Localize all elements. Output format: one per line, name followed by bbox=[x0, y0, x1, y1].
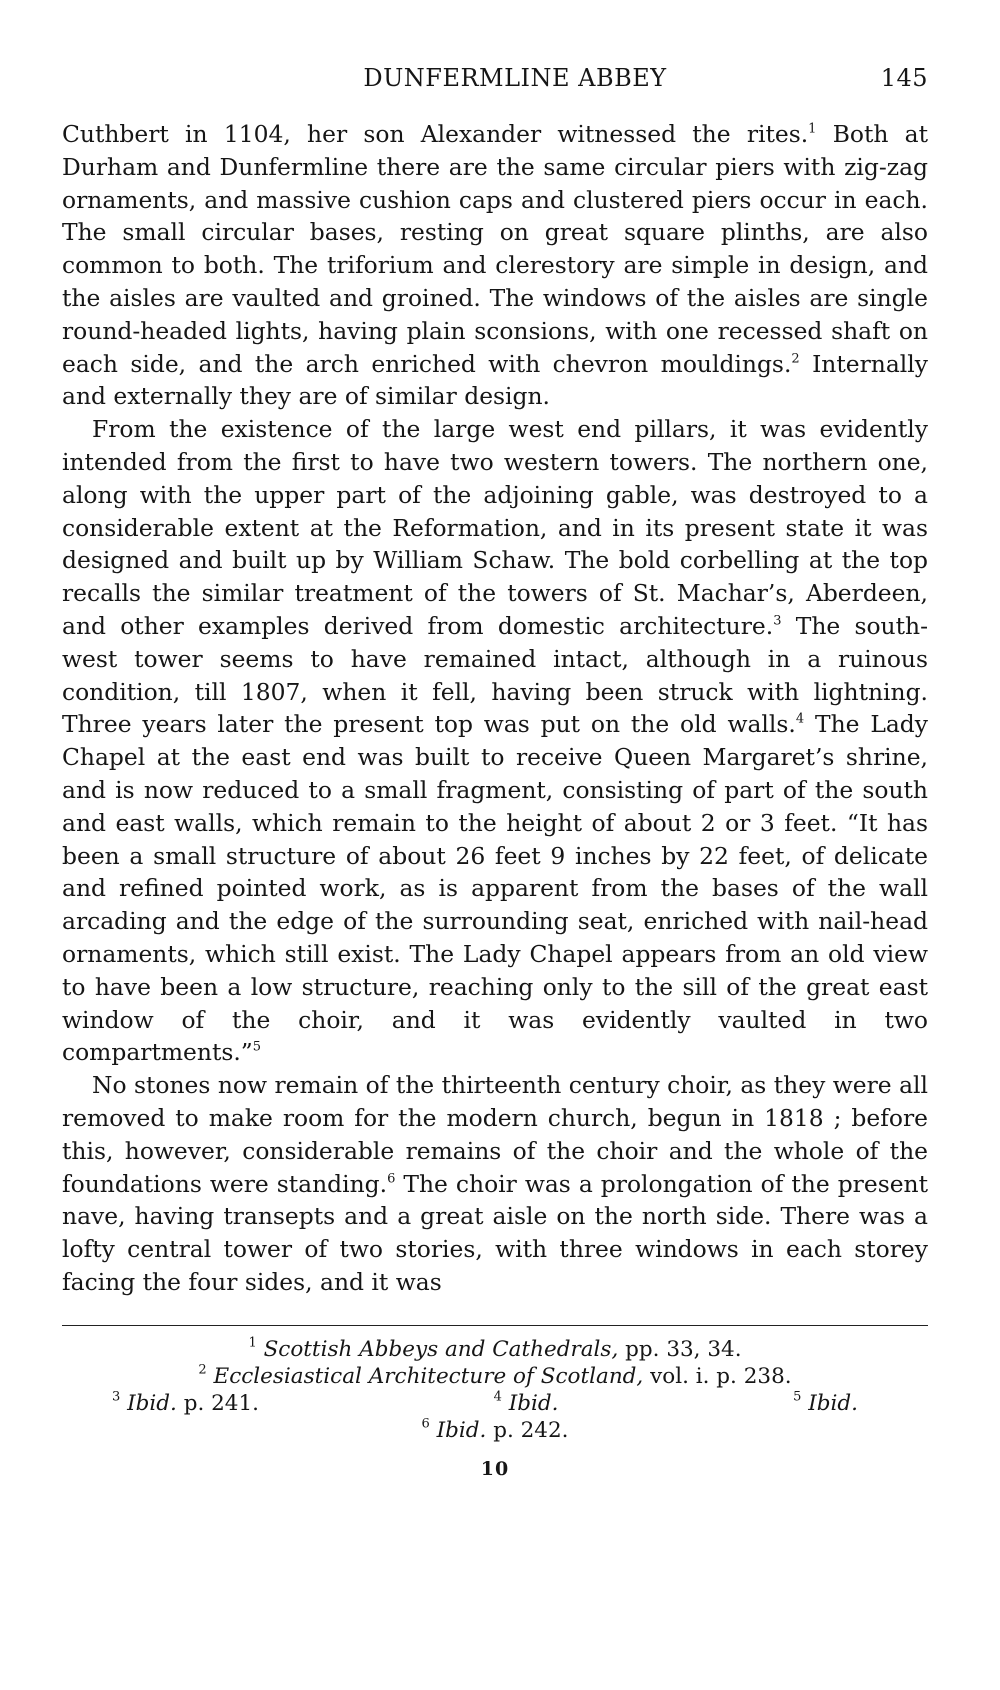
paragraph-text: The choir was a prolongation of the present nave, having transepts and a great aisle on the north side. There was a lofty central tower of two stories, with three windows in each storey facing the four sides, and it was bbox=[62, 1169, 929, 1296]
footnote-5 bbox=[793, 1390, 858, 1417]
footnote-ref: 1 bbox=[808, 121, 817, 137]
footnote-ref: 3 bbox=[773, 613, 782, 629]
paragraph bbox=[62, 118, 928, 413]
paragraph-text: No stones now remain of the thirteenth century choir, as they were all removed to make room for the modern church, begun in 1818 ; before this, however, considerable remains of the choir and the whole of the foundations were standing. bbox=[62, 1071, 928, 1198]
paragraph-text: Cuthbert in 1104, her son Alexander witnessed the rites. bbox=[62, 120, 809, 148]
footnote-title: Ecclesiastical Architecture of Scotland, bbox=[213, 1363, 644, 1389]
paragraph-text: The south-west tower seems to have remained intact, although in a ruinous condition, till 1807, when it fell, having been struck with lightning. Three years later the present top was put on the old walls. bbox=[62, 611, 928, 739]
paragraph-text: Both at Durham and Dunfermline there are the same circular piers with zig-zag ornaments, and massive cushion caps and clustered piers occur in each. The small circular bases, resting on great square plinths, are also common to both. The triforium and clerestory are simple in design, and the aisles are vaulted and groined. The windows of the aisles are single round-headed lights, having plain sconsions, with one recessed shaft on each side, and the arch enriched with chevron mouldings. bbox=[62, 120, 929, 378]
footnote-title: Ibid. bbox=[508, 1390, 559, 1416]
page-number: 145 bbox=[880, 64, 928, 92]
footnote-3 bbox=[112, 1390, 259, 1417]
footnote-1 bbox=[62, 1336, 928, 1363]
footnote-number: 2 bbox=[198, 1361, 207, 1377]
footnote-number: 5 bbox=[793, 1388, 802, 1404]
footnote-ref: 5 bbox=[252, 1039, 262, 1055]
footnote-ref: 6 bbox=[387, 1170, 396, 1186]
footnote-number: 3 bbox=[112, 1388, 121, 1404]
footnote-row bbox=[62, 1390, 928, 1417]
footnote-2 bbox=[62, 1363, 928, 1390]
footnote-number: 1 bbox=[248, 1334, 257, 1350]
footnote-title: Scottish Abbeys and Cathedrals, bbox=[263, 1336, 619, 1362]
paragraph-text: From the existence of the large west end pillars, it was evidently intended from the first to have two western towers. The northern one, along with the upper part of the adjoining gable, was destroyed to a considerable extent at the Reformation, and in its present state it was designed and built up by William Schaw. The bold corbelling at the top recalls the similar treatment of the towers of St. Machar’s, Aberdeen, and other examples derived from domestic architecture. bbox=[62, 415, 928, 640]
footnote-title: Ibid. bbox=[127, 1390, 177, 1416]
signature-mark: 10 bbox=[480, 1457, 510, 1480]
footnote-rule bbox=[62, 1325, 928, 1326]
footnote-text: p. 241. bbox=[176, 1390, 259, 1416]
footnote-text: vol. i. p. 238. bbox=[643, 1363, 792, 1389]
body-text bbox=[62, 118, 928, 1299]
footnote-number: 4 bbox=[493, 1388, 502, 1404]
footnote-title: Ibid. bbox=[436, 1417, 487, 1443]
running-title: DUNFERMLINE ABBEY bbox=[363, 64, 667, 92]
footnotes bbox=[62, 1336, 928, 1444]
paragraph bbox=[62, 413, 928, 1069]
footnote-title: Ibid. bbox=[808, 1390, 858, 1416]
footnote-number: 6 bbox=[421, 1415, 430, 1431]
footnote-ref: 2 bbox=[791, 350, 800, 366]
footnote-ref: 4 bbox=[795, 711, 805, 727]
paragraph-text: Internally and externally they are of similar design. bbox=[62, 349, 928, 411]
running-head bbox=[62, 64, 928, 104]
footnote-6 bbox=[62, 1417, 928, 1444]
paragraph-text: The Lady Chapel at the east end was built to receive Queen Margaret’s shrine, and is now reduced to a small fragment, consisting of part of the south and east walls, which remain to the height of about 2 or 3 feet. “It has been a small structure of about 26 feet 9 inches by 22 feet, of delicate and refined pointed work, as is apparent from the bases of the wall arcading and the edge of the surrounding seat, enriched with nail-head ornaments, which still exist. The Lady Chapel appears from an old view to have been a low structure, reaching only to the sill of the great east window of the choir, and it was evidently vaulted in two compartments.” bbox=[62, 710, 928, 1067]
paragraph bbox=[62, 1069, 928, 1299]
footnote-4 bbox=[494, 1390, 559, 1417]
footnote-text: p. 242. bbox=[486, 1417, 569, 1443]
footnote-text: pp. 33, 34. bbox=[618, 1336, 742, 1362]
